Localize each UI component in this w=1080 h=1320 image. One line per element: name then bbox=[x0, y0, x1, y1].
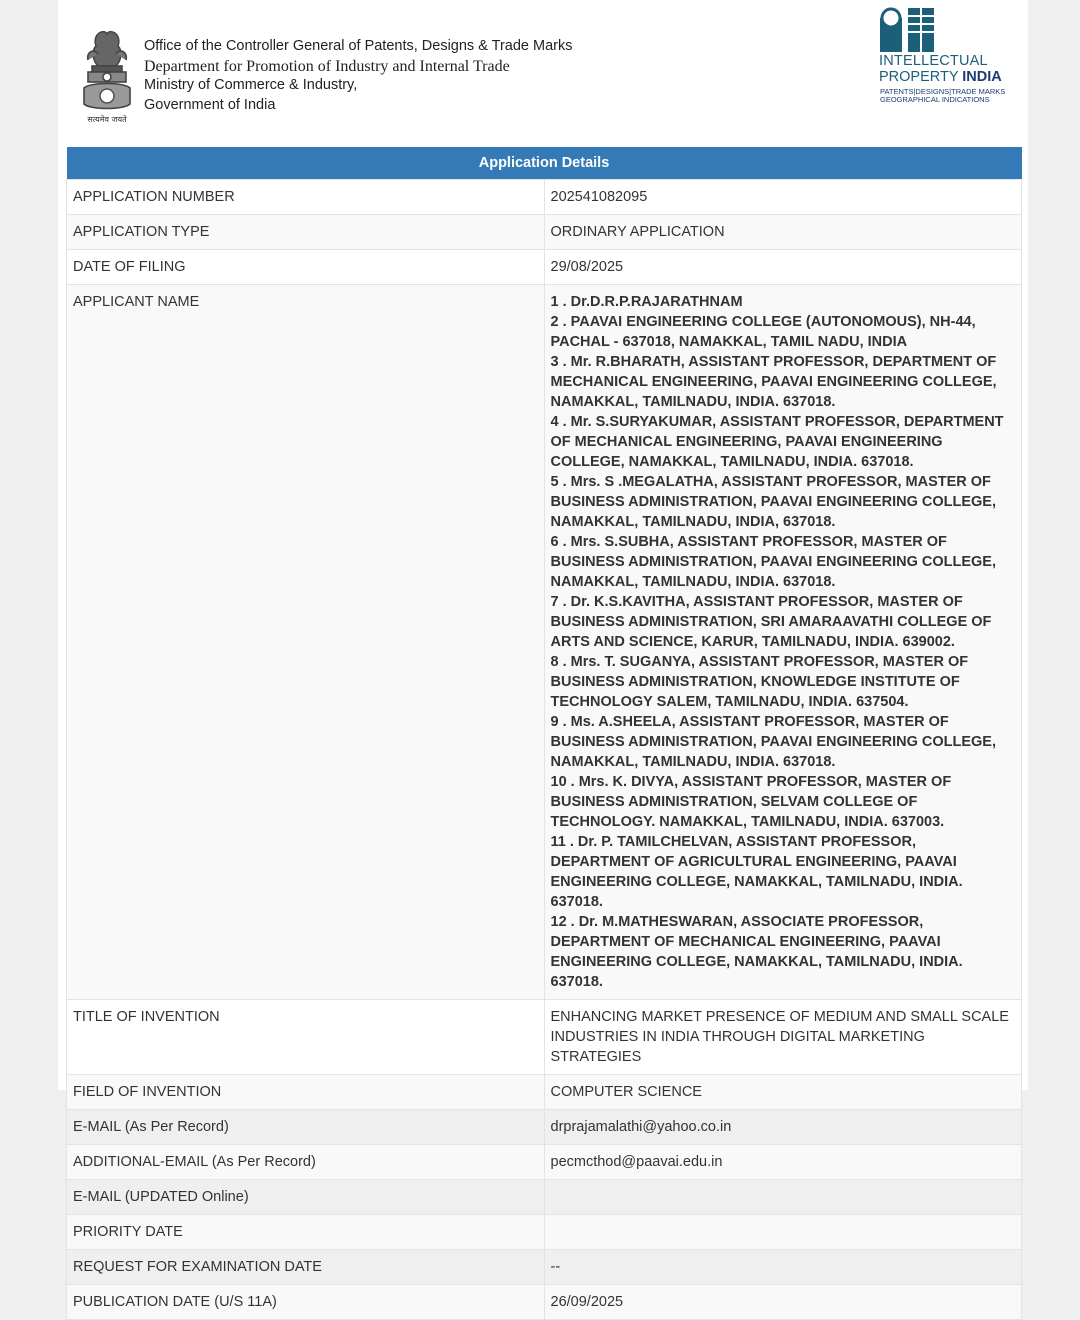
office-title bbox=[144, 37, 573, 115]
logo-line-2-prefix: PROPERTY bbox=[879, 69, 963, 85]
applicant-entry: 5 . Mrs. S .MEGALATHA, ASSISTANT PROFESSOR, MASTER OF BUSINESS ADMINISTRATION, PAAVAI ENGINEERING COLLEGE, NAMAKKAL, TAMILNADU, INDIA, 637018. bbox=[550, 474, 996, 530]
table-row bbox=[67, 1075, 1022, 1110]
row-label: APPLICATION NUMBER bbox=[67, 180, 545, 215]
office-line-4: Government of India bbox=[144, 96, 276, 113]
lion-capital-icon bbox=[78, 26, 136, 114]
row-label: E-MAIL (UPDATED Online) bbox=[67, 1180, 545, 1215]
row-label: APPLICANT NAME bbox=[67, 285, 545, 1000]
header bbox=[58, 0, 1028, 140]
row-value: pecmcthod@paavai.edu.in bbox=[544, 1145, 1022, 1180]
row-value: drprajamalathi@yahoo.co.in bbox=[544, 1110, 1022, 1145]
row-value bbox=[544, 1180, 1022, 1215]
applicant-entry: 4 . Mr. S.SURYAKUMAR, ASSISTANT PROFESSOR, DEPARTMENT OF MECHANICAL ENGINEERING, PAAVAI ENGINEERING COLLEGE, NAMAKKAL, TAMILNADU, INDIA. 637018. bbox=[550, 414, 1004, 470]
row-label: REQUEST FOR EXAMINATION DATE bbox=[67, 1250, 545, 1285]
table-row bbox=[67, 1215, 1022, 1250]
table-heading: Application Details bbox=[67, 147, 1022, 180]
table-row bbox=[67, 250, 1022, 285]
table-row bbox=[67, 285, 1022, 1000]
logo-line-4: GEOGRAPHICAL INDICATIONS bbox=[880, 95, 990, 104]
table-row bbox=[67, 215, 1022, 250]
office-line-1: Office of the Controller General of Patents, Designs & Trade Marks bbox=[144, 38, 573, 54]
table-row bbox=[67, 1180, 1022, 1215]
logo-line-1: INTELLECTUAL bbox=[879, 53, 988, 69]
applicant-entry: 9 . Ms. A.SHEELA, ASSISTANT PROFESSOR, MASTER OF BUSINESS ADMINISTRATION, PAAVAI ENGINEERING COLLEGE, NAMAKKAL, TAMILNADU, INDIA. 637018. bbox=[550, 714, 996, 770]
table-row bbox=[67, 1285, 1022, 1320]
applicant-entry: 8 . Mrs. T. SUGANYA, ASSISTANT PROFESSOR, MASTER OF BUSINESS ADMINISTRATION, KNOWLEDGE INSTITUTE OF TECHNOLOGY SALEM, TAMILNADU, INDIA. 637504. bbox=[550, 654, 969, 710]
applicant-list bbox=[544, 285, 1022, 1000]
logo-line-2 bbox=[879, 69, 1002, 85]
applicant-entry: 3 . Mr. R.BHARATH, ASSISTANT PROFESSOR, DEPARTMENT OF MECHANICAL ENGINEERING, PAAVAI ENGINEERING COLLEGE, NAMAKKAL, TAMILNADU, INDIA. 637018. bbox=[550, 354, 997, 410]
row-value bbox=[544, 1215, 1022, 1250]
applicant-entry: 10 . Mrs. K. DIVYA, ASSISTANT PROFESSOR, MASTER OF BUSINESS ADMINISTRATION, SELVAM COLLEGE OF TECHNOLOGY. NAMAKKAL, TAMILNADU, INDIA. 637003. bbox=[550, 774, 952, 830]
application-details-table bbox=[66, 147, 1022, 1320]
row-label: FIELD OF INVENTION bbox=[67, 1075, 545, 1110]
row-value: COMPUTER SCIENCE bbox=[544, 1075, 1022, 1110]
logo-line-3: PATENTS|DESIGNS|TRADE MARKS bbox=[880, 87, 1006, 96]
row-label: DATE OF FILING bbox=[67, 250, 545, 285]
row-label: PRIORITY DATE bbox=[67, 1215, 545, 1250]
applicant-entry: 12 . Dr. M.MATHESWARAN, ASSOCIATE PROFESSOR, DEPARTMENT OF MECHANICAL ENGINEERING, PAAVAI ENGINEERING COLLEGE, NAMAKKAL, TAMILNADU, INDIA. 637018. bbox=[550, 914, 963, 990]
row-value: 202541082095 bbox=[544, 180, 1022, 215]
applicant-entry: 1 . Dr.D.R.P.RAJARATHNAM bbox=[550, 294, 743, 310]
row-label: ADDITIONAL-EMAIL (As Per Record) bbox=[67, 1145, 545, 1180]
row-label: TITLE OF INVENTION bbox=[67, 1000, 545, 1075]
table-row bbox=[67, 1145, 1022, 1180]
ip-india-logo bbox=[878, 6, 1018, 116]
logo-tagline bbox=[880, 88, 1005, 104]
row-value: ENHANCING MARKET PRESENCE OF MEDIUM AND SMALL SCALE INDUSTRIES IN INDIA THROUGH DIGITAL MARKETING STRATEGIES bbox=[544, 1000, 1022, 1075]
row-value: 26/09/2025 bbox=[544, 1285, 1022, 1320]
table-row bbox=[67, 1110, 1022, 1145]
row-label: PUBLICATION DATE (U/S 11A) bbox=[67, 1285, 545, 1320]
row-label: APPLICATION TYPE bbox=[67, 215, 545, 250]
applicant-entry: 6 . Mrs. S.SUBHA, ASSISTANT PROFESSOR, MASTER OF BUSINESS ADMINISTRATION, PAAVAI ENGINEERING COLLEGE, NAMAKKAL, TAMILNADU, INDIA. 637018. bbox=[550, 534, 996, 590]
row-label: E-MAIL (As Per Record) bbox=[67, 1110, 545, 1145]
applicant-entry: 2 . PAAVAI ENGINEERING COLLEGE (AUTONOMOUS), NH-44, PACHAL - 637018, NAMAKKAL, TAMIL NADU, INDIA bbox=[550, 314, 976, 350]
applicant-entry: 7 . Dr. K.S.KAVITHA, ASSISTANT PROFESSOR, MASTER OF BUSINESS ADMINISTRATION, SRI AMARAAVATHI COLLEGE OF ARTS AND SCIENCE, KARUR, TAMILNADU, INDIA. 639002. bbox=[550, 594, 992, 650]
office-line-2: Department for Promotion of Industry and Internal Trade bbox=[144, 57, 510, 75]
emblem-motto: सत्यमेव जयते bbox=[87, 115, 127, 124]
table-row bbox=[67, 1000, 1022, 1075]
row-value: ORDINARY APPLICATION bbox=[544, 215, 1022, 250]
logo-line-2-bold: INDIA bbox=[962, 69, 1002, 85]
page bbox=[58, 0, 1028, 1310]
ip-india-mark-icon bbox=[878, 6, 938, 54]
table-row bbox=[67, 1250, 1022, 1285]
national-emblem bbox=[78, 26, 136, 130]
row-value: 29/08/2025 bbox=[544, 250, 1022, 285]
table-row bbox=[67, 180, 1022, 215]
row-value: -- bbox=[544, 1250, 1022, 1285]
office-line-3: Ministry of Commerce & Industry, bbox=[144, 77, 358, 93]
applicant-entry: 11 . Dr. P. TAMILCHELVAN, ASSISTANT PROFESSOR, DEPARTMENT OF AGRICULTURAL ENGINEERING, PAAVAI ENGINEERING COLLEGE, NAMAKKAL, TAMILNADU, INDIA. 637018. bbox=[550, 834, 963, 910]
